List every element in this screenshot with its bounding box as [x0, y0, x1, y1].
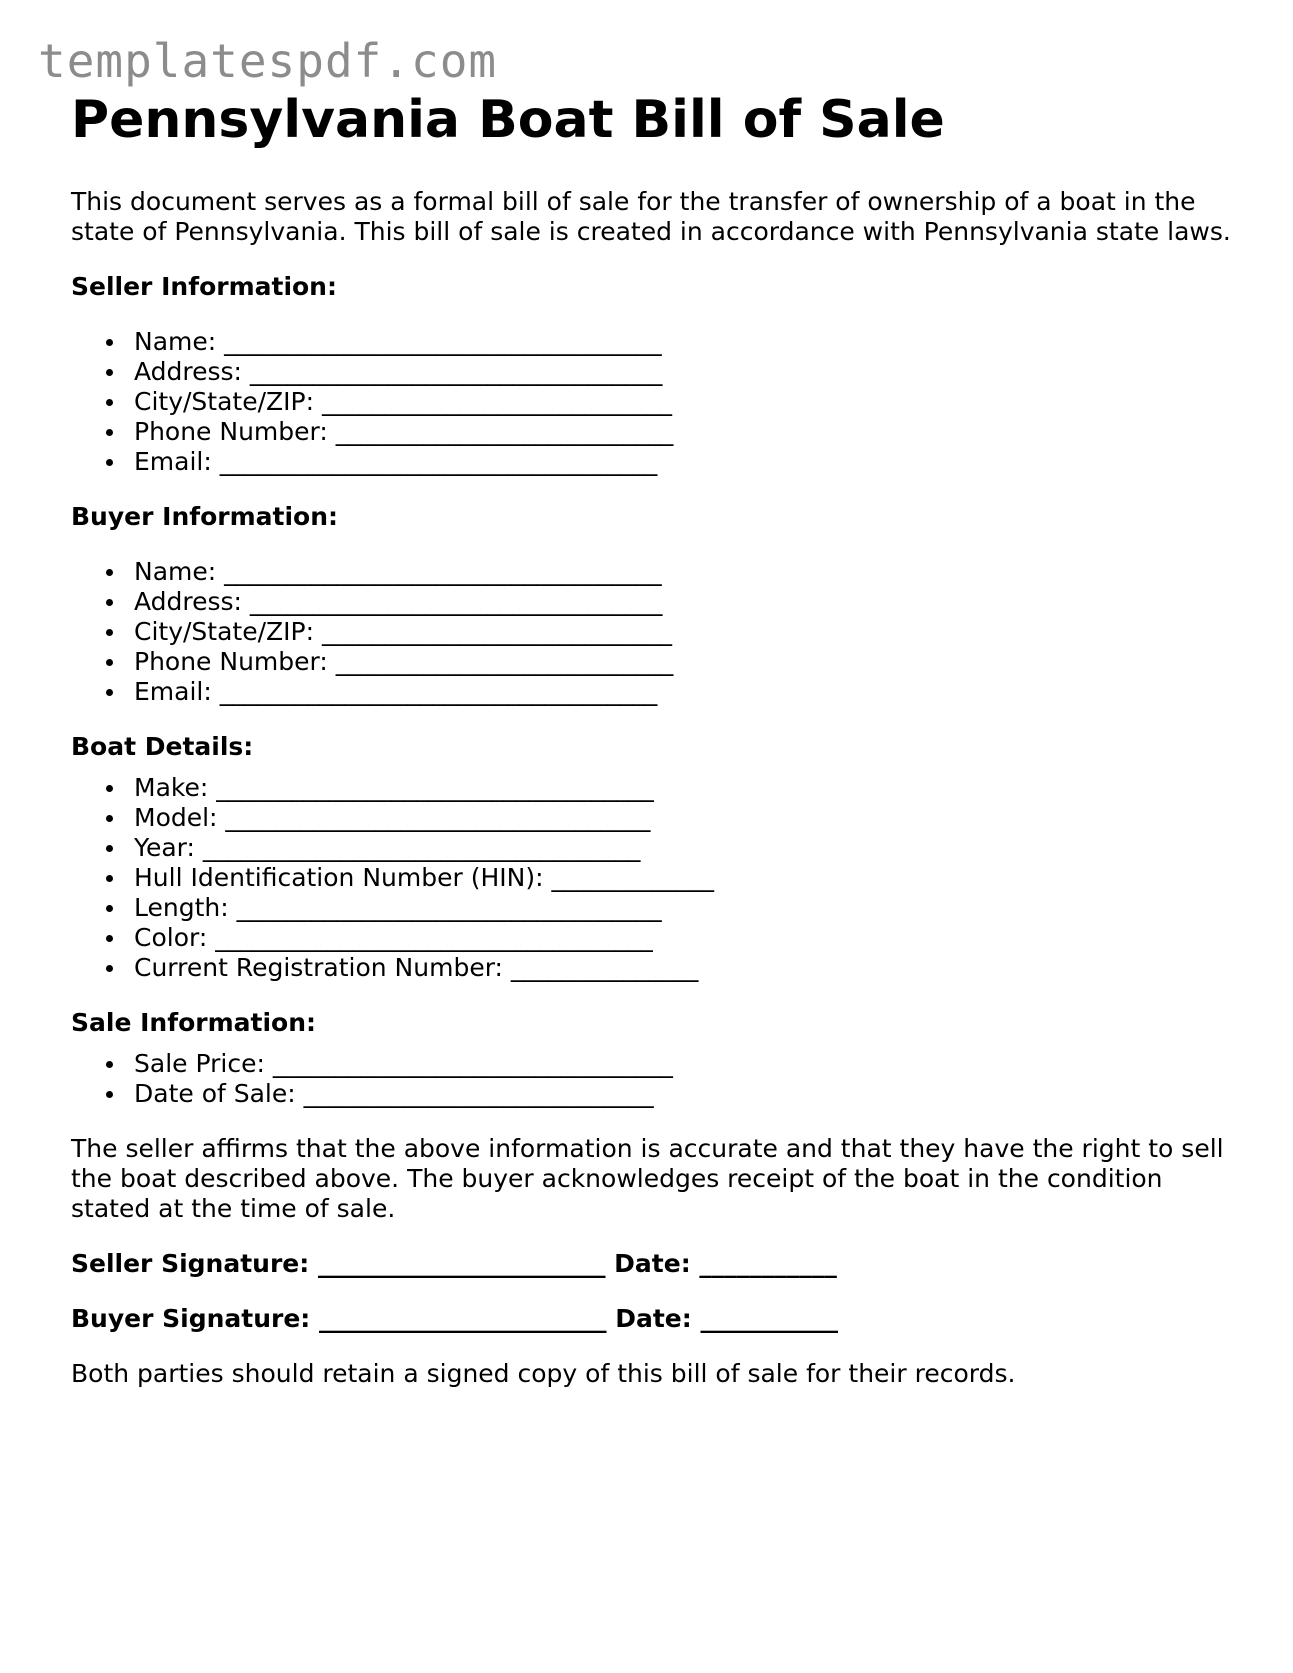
- boat-details-heading: Boat Details:: [71, 732, 254, 761]
- buyer-email-field: Email: ___________________________________: [71, 677, 1231, 707]
- boat-registration-field: Current Registration Number: _______________: [71, 953, 1231, 983]
- seller-name-field: Name: ___________________________________: [71, 327, 1231, 357]
- closing-paragraph: Both parties should retain a signed copy of this bill of sale for their records.: [71, 1359, 1016, 1388]
- seller-city-state-zip-field: City/State/ZIP: ____________________________: [71, 387, 1231, 417]
- buyer-name-field: Name: ___________________________________: [71, 557, 1231, 587]
- buyer-information-list: [71, 557, 1231, 707]
- document-body: [71, 88, 1231, 1389]
- buyer-phone-field: Phone Number: ___________________________: [71, 647, 1231, 677]
- sale-information-list: [71, 1049, 1231, 1109]
- seller-email-field: Email: ___________________________________: [71, 447, 1231, 477]
- document-title: Pennsylvania Boat Bill of Sale: [71, 90, 945, 150]
- boat-model-field: Model: __________________________________: [71, 803, 1231, 833]
- seller-information-list: [71, 327, 1231, 477]
- buyer-address-field: Address: _________________________________: [71, 587, 1231, 617]
- seller-phone-field: Phone Number: ___________________________: [71, 417, 1231, 447]
- boat-hin-field: Hull Identification Number (HIN): _____________: [71, 863, 1231, 893]
- seller-address-field: Address: _________________________________: [71, 357, 1231, 387]
- affirmation-paragraph: The seller affirms that the above information is accurate and that they have the right to sell the boat described above. The buyer acknowledges receipt of the boat in the condition stated at the time of sale.: [71, 1134, 1224, 1223]
- watermark-text: templatespdf.com: [38, 34, 498, 88]
- date-of-sale-field: Date of Sale: ____________________________: [71, 1079, 1231, 1109]
- buyer-signature-line: Buyer Signature: _______________________ Date: ___________: [71, 1304, 838, 1333]
- sale-price-field: Sale Price: ________________________________: [71, 1049, 1231, 1079]
- buyer-city-state-zip-field: City/State/ZIP: ____________________________: [71, 617, 1231, 647]
- boat-details-list: [71, 773, 1231, 983]
- buyer-information-heading: Buyer Information:: [71, 502, 339, 531]
- seller-information-heading: Seller Information:: [71, 272, 337, 301]
- sale-information-heading: Sale Information:: [71, 1008, 316, 1037]
- seller-signature-line: Seller Signature: _______________________ Date: ___________: [71, 1249, 837, 1278]
- boat-year-field: Year: ___________________________________: [71, 833, 1231, 863]
- intro-paragraph: This document serves as a formal bill of sale for the transfer of ownership of a boat in the state of Pennsylvania. This bill of sale is created in accordance with Pennsylvania state laws.: [71, 187, 1231, 246]
- boat-color-field: Color: ___________________________________: [71, 923, 1231, 953]
- boat-length-field: Length: __________________________________: [71, 893, 1231, 923]
- boat-make-field: Make: ___________________________________: [71, 773, 1231, 803]
